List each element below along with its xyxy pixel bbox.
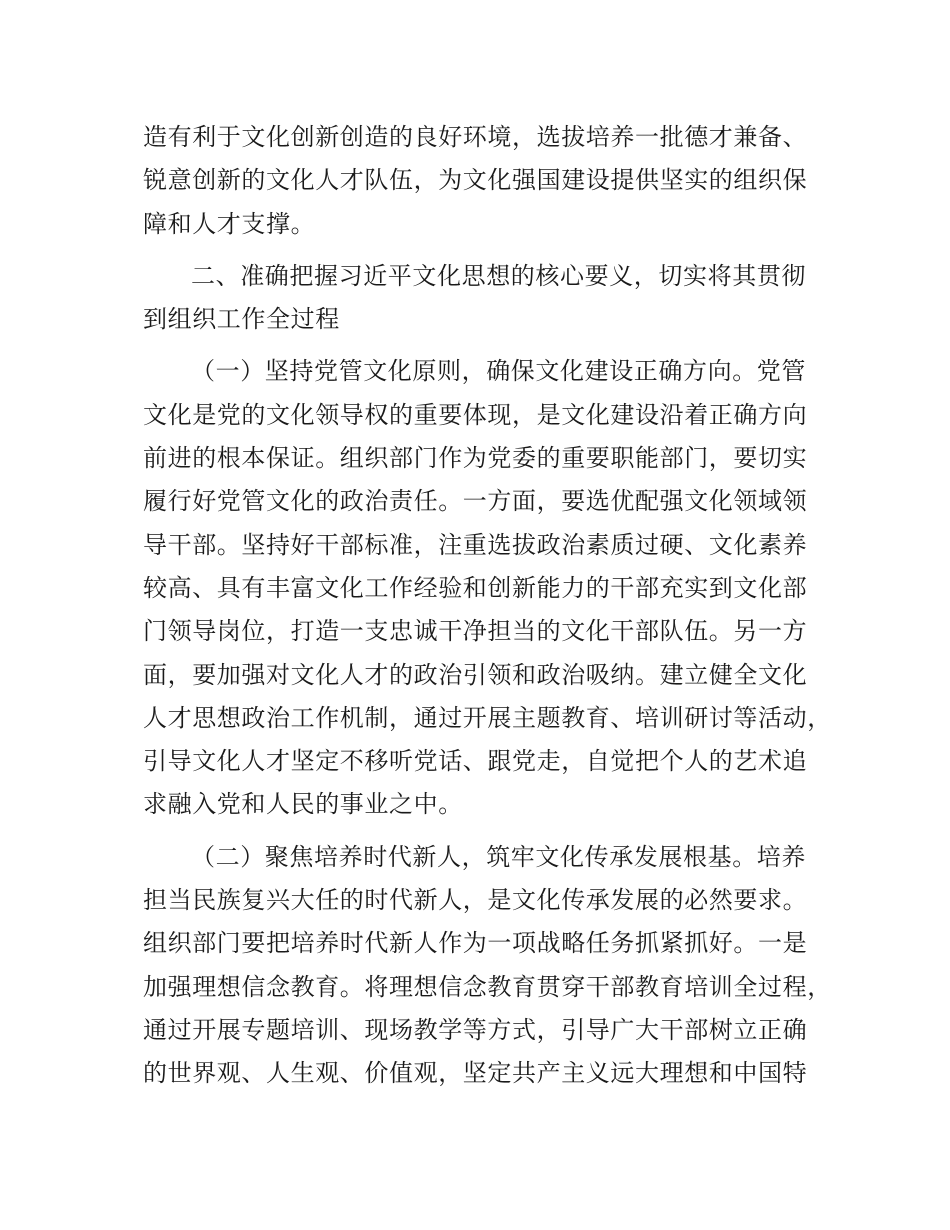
text-line: 门领导岗位，打造一支忠诚干净担当的文化干部队伍。另一方 [143, 617, 808, 646]
text-line: 担当民族复兴大任的时代新人，是文化传承发展的必然要求。 [143, 886, 808, 915]
text-line: 障和人才支撑。 [143, 209, 316, 238]
text-line: 导干部。坚持好干部标准，注重选拔政治素质过硬、文化素养 [143, 530, 808, 559]
text-line: 加强理想信念教育。将理想信念教育贯穿干部教育培训全过程， [143, 972, 832, 1001]
text-line: 履行好党管文化的政治责任。一方面，要选优配强文化领域领 [143, 487, 808, 516]
heading-line: 二、准确把握习近平文化思想的核心要义，切实将其贯彻 [191, 261, 806, 290]
text-line: 通过开展专题培训、现场教学等方式，引导广大干部树立正确 [143, 1015, 808, 1044]
heading-line: 到组织工作全过程 [143, 305, 340, 334]
text-line: （二）聚焦培养时代新人，筑牢文化传承发展根基。培养 [191, 842, 806, 871]
text-line: 的世界观、人生观、价值观，坚定共产主义远大理想和中国特 [143, 1059, 808, 1088]
text-line: 求融入党和人民的事业之中。 [143, 790, 463, 819]
text-line: 前进的根本保证。组织部门作为党委的重要职能部门，要切实 [143, 444, 808, 473]
subsection-2 [143, 836, 832, 1096]
text-line: 人才思想政治工作机制，通过开展主题教育、培训研讨等活动， [143, 703, 832, 732]
section-heading-2 [143, 255, 823, 342]
paragraph-intro-continuation [143, 116, 823, 246]
subsection-1 [143, 350, 832, 826]
text-line: 较高、具有丰富文化工作经验和创新能力的干部充实到文化部 [143, 573, 808, 602]
document-body [143, 116, 832, 1096]
text-line: 锐意创新的文化人才队伍，为文化强国建设提供坚实的组织保 [143, 166, 808, 195]
text-line: 组织部门要把培养时代新人作为一项战略任务抓紧抓好。一是 [143, 929, 808, 958]
text-line: （一）坚持党管文化原则，确保文化建设正确方向。党管 [191, 357, 806, 386]
text-line: 面，要加强对文化人才的政治引领和政治吸纳。建立健全文化 [143, 660, 808, 689]
text-line: 文化是党的文化领导权的重要体现，是文化建设沿着正确方向 [143, 400, 808, 429]
text-line: 引导文化人才坚定不移听党话、跟党走，自觉把个人的艺术追 [143, 747, 808, 776]
text-line: 造有利于文化创新创造的良好环境，选拔培养一批德才兼备、 [143, 123, 808, 151]
